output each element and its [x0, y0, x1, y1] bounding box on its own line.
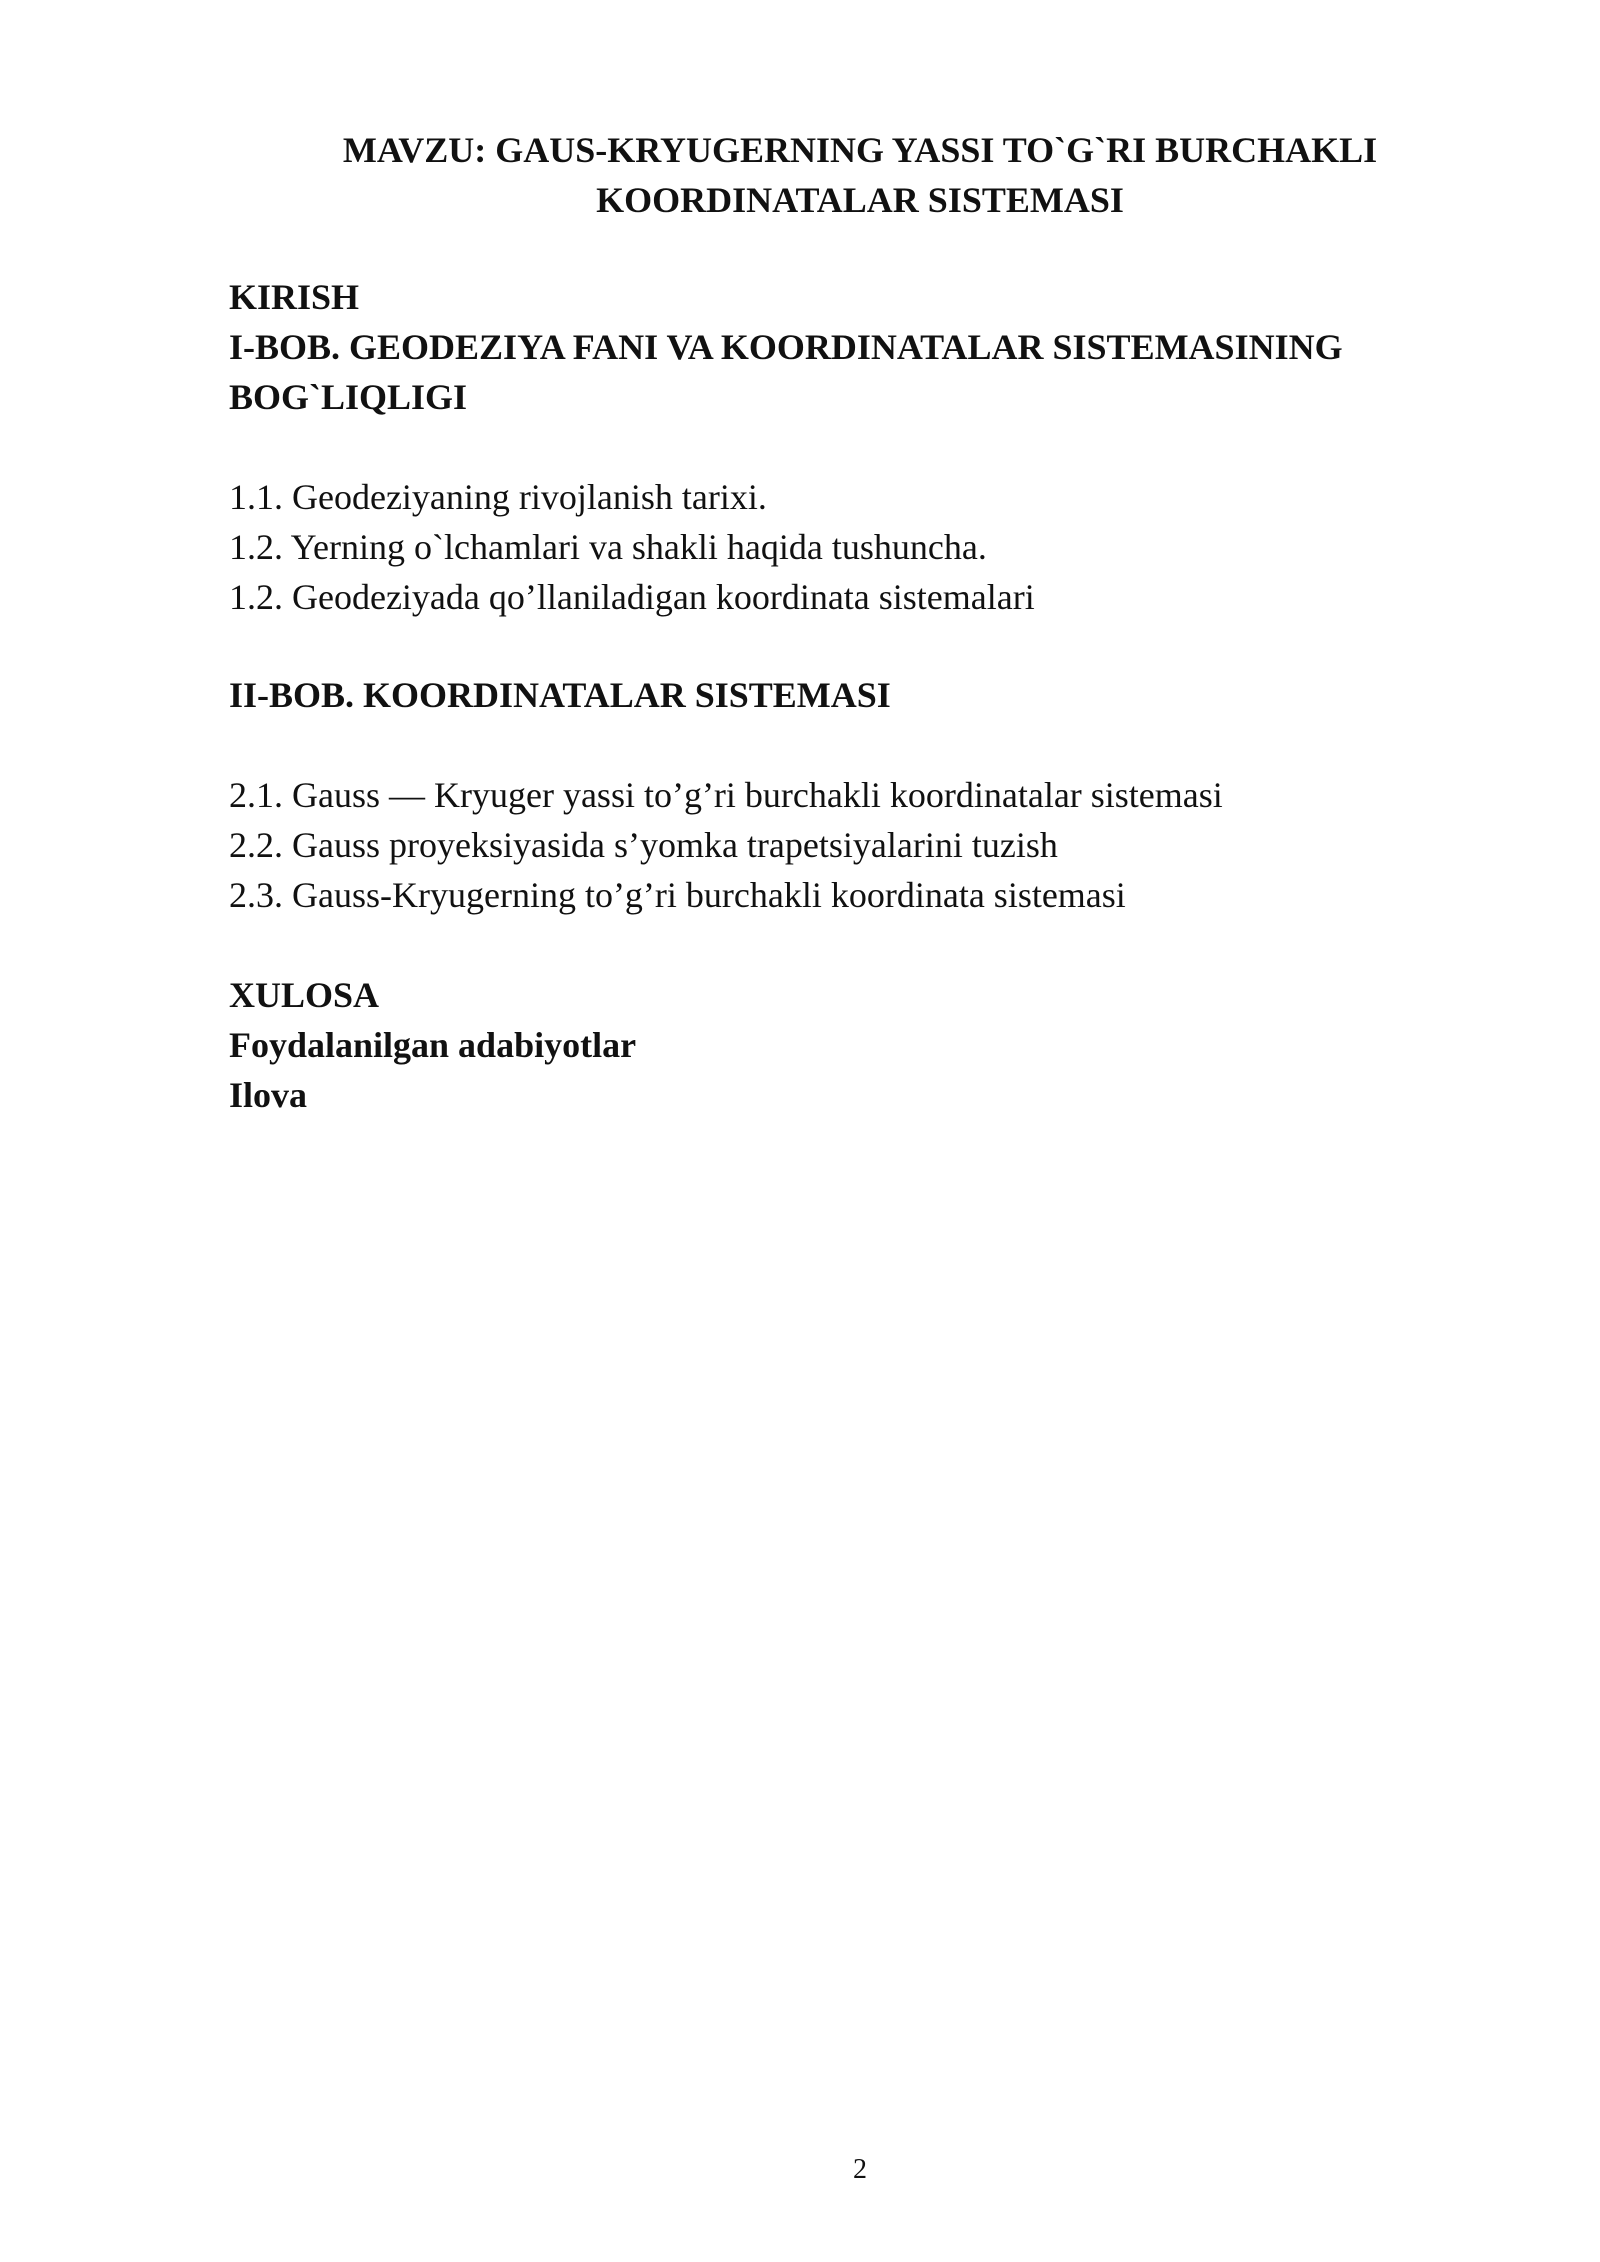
toc-intro: KIRISH: [229, 277, 360, 317]
toc-chapter-2-heading: II-BOB. KOORDINATALAR SISTEMASI: [229, 675, 891, 715]
document-title-line-2: KOORDINATALAR SISTEMASI: [596, 180, 1124, 220]
toc-section: 1.2. Yerning o`lchamlari va shakli haqida tushuncha.: [229, 527, 987, 567]
toc-section: 1.2. Geodeziyada qo’llaniladigan koordinata sistemalari: [229, 577, 1035, 617]
toc-references: Foydalanilgan adabiyotlar: [229, 1025, 637, 1065]
toc-section: 2.1. Gauss — Kryuger yassi to’g’ri burchakli koordinatalar sistemasi: [229, 775, 1223, 815]
toc-conclusion: XULOSA: [229, 975, 380, 1015]
toc-section: 2.3. Gauss-Kryugerning to’g’ri burchakli koordinata sistemasi: [229, 875, 1126, 915]
toc-chapter-1-heading: I-BOB. GEODEZIYA FANI VA KOORDINATALAR SISTEMASINING: [229, 327, 1343, 367]
toc-section: 1.1. Geodeziyaning rivojlanish tarixi.: [229, 477, 767, 517]
document-title-line-1: MAVZU: GAUS-KRYUGERNING YASSI TO`G`RI BURCHAKLI: [342, 130, 1378, 170]
toc-appendix: Ilova: [229, 1075, 308, 1115]
toc-chapter-1-heading-continued: BOG`LIQLIGI: [229, 377, 468, 417]
page-number: 2: [853, 2154, 867, 2185]
toc-section: 2.2. Gauss proyeksiyasida s’yomka trapetsiyalarini tuzish: [229, 825, 1058, 865]
